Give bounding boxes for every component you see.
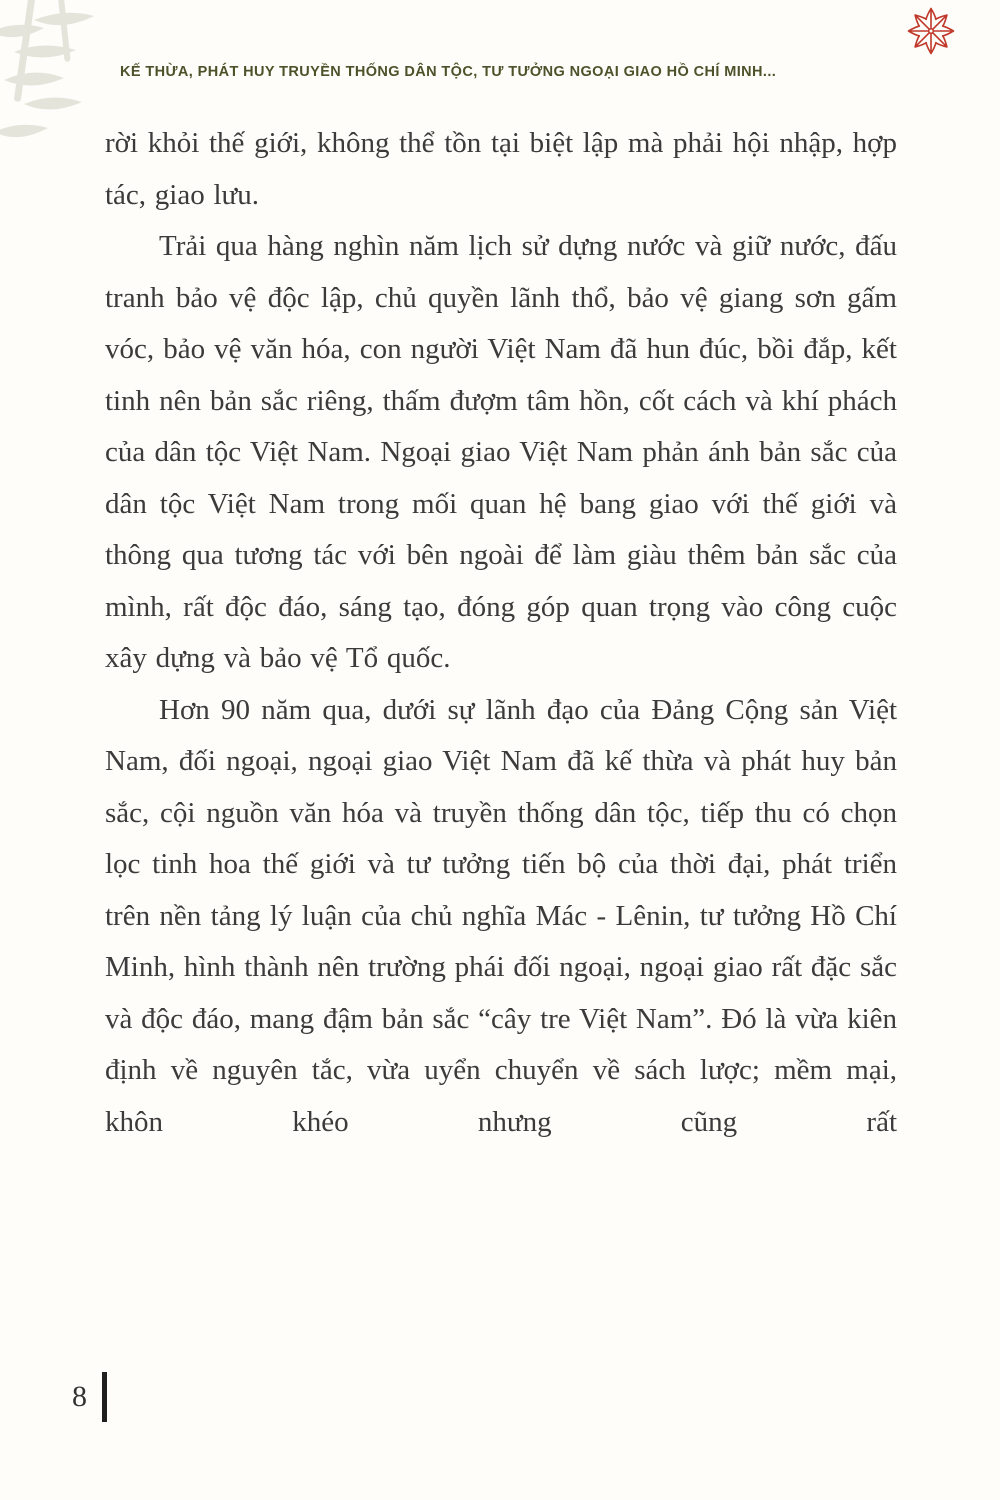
paragraph: Hơn 90 năm qua, dưới sự lãnh đạo của Đảng Cộng sản Việt Nam, đối ngoại, ngoại giao Việt Nam đã kế thừa và phát huy bản sắc, cội nguồn văn hóa và truyền thống dân tộc, tiếp thu có chọn lọc tinh hoa thế giới và tư tưởng tiến bộ của thời đại, phát triển trên nền tảng lý luận của chủ nghĩa Mác - Lênin, tư tưởng Hồ Chí Minh, hình thành nên trường phái đối ngoại, ngoại giao rất đặc sắc và độc đáo, mang đậm bản sắc “cây tre Việt Nam”. Đó là vừa kiên định về nguyên tắc, vừa uyển chuyển về sách lược; mềm mại, khôn khéo nhưng cũng rất xyxy=(105,693,897,1138)
paragraph: rời khỏi thế giới, không thể tồn tại biệt lập mà phải hội nhập, hợp tác, giao lưu. xyxy=(105,127,897,211)
paragraph: Trải qua hàng nghìn năm lịch sử dựng nước và giữ nước, đấu tranh bảo vệ độc lập, chủ quyền lãnh thổ, bảo vệ giang sơn gấm vóc, bảo vệ văn hóa, con người Việt Nam đã hun đúc, bồi đắp, kết tinh nên bản sắc riêng, thấm đượm tâm hồn, cốt cách và khí phách của dân tộc Việt Nam. Ngoại giao Việt Nam phản ánh bản sắc của dân tộc Việt Nam trong mối quan hệ bang giao với thế giới và thông qua tương tác với bên ngoài để làm giàu thêm bản sắc của mình, rất độc đáo, sáng tạo, đóng góp quan trọng vào công cuộc xây dựng và bảo vệ Tổ quốc. xyxy=(105,230,897,674)
page-number: 8 xyxy=(72,1380,87,1413)
body-text xyxy=(105,118,897,1148)
page-footer xyxy=(72,1372,107,1422)
running-header: KẾ THỪA, PHÁT HUY TRUYỀN THỐNG DÂN TỘC, TƯ TƯỞNG NGOẠI GIAO HỒ CHÍ MINH... xyxy=(120,64,777,80)
folio-bar xyxy=(102,1372,107,1422)
publisher-emblem-icon xyxy=(904,4,958,63)
